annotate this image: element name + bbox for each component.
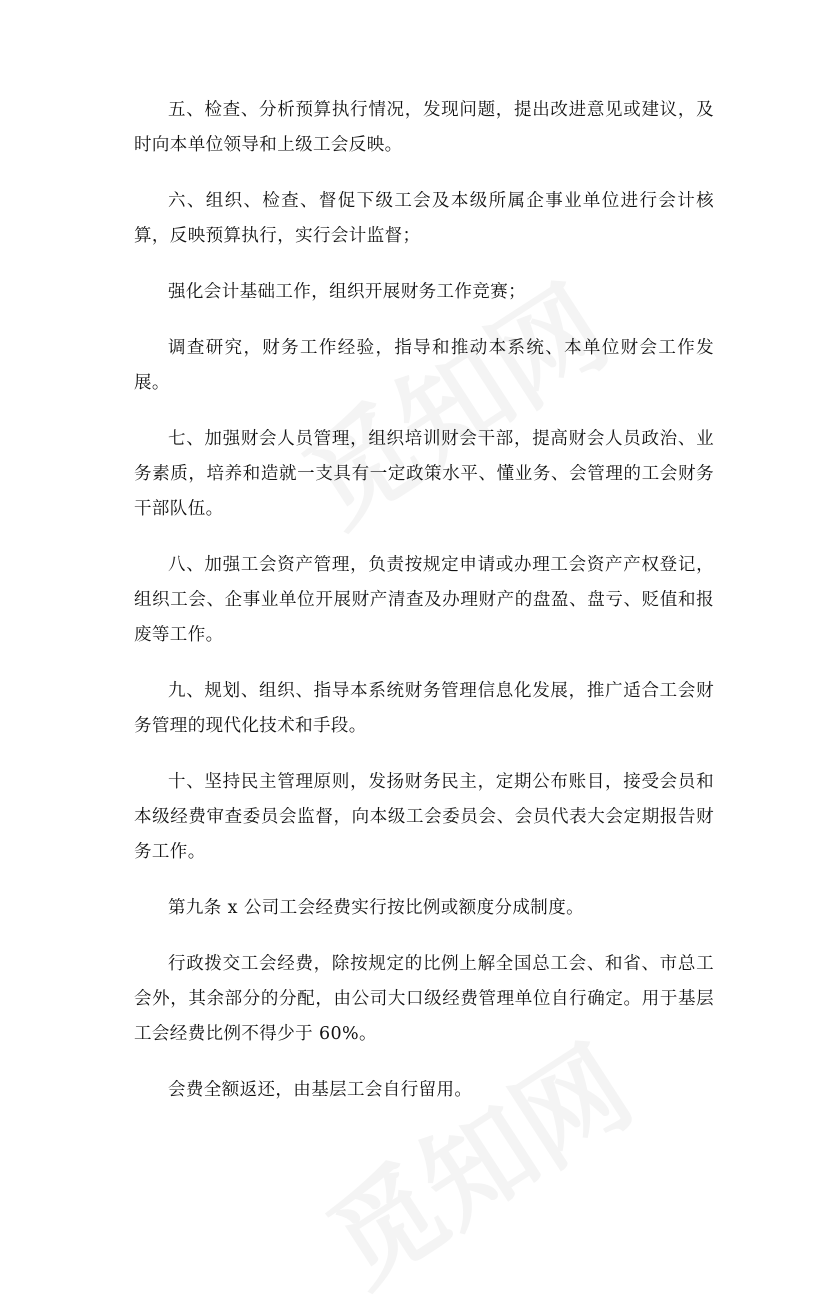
paragraph-membership-fees: 会费全额返还，由基层工会自行留用。 bbox=[168, 1080, 473, 1100]
paragraph-fund-allocation: 行政拨交工会经费，除按规定的比例上解全国总工会、和省、市总工会外，其余部分的分配，由公司大口级经费管理单位自行确定。用于基层工会经费比例不得少于 60%。 bbox=[134, 954, 714, 1044]
paragraph-item-8: 八、加强工会资产管理，负责按规定申请或办理工会资产产权登记，组织工会、企事业单位开展财产清查及办理财产的盘盈、盘亏、贬值和报废等工作。 bbox=[134, 555, 714, 645]
paragraph-item-10: 十、坚持民主管理原则，发扬财务民主，定期公布账目，接受会员和本级经费审查委员会监督，向本级工会委员会、会员代表大会定期报告财务工作。 bbox=[134, 772, 714, 862]
paragraph-accounting-basics: 强化会计基础工作，组织开展财务工作竞赛； bbox=[168, 282, 526, 302]
paragraph-item-5: 五、检查、分析预算执行情况，发现问题，提出改进意见或建议，及时向本单位领导和上级工会反映。 bbox=[134, 100, 714, 155]
paragraph-item-6: 六、组织、检查、督促下级工会及本级所属企事业单位进行会计核算，反映预算执行，实行会计监督； bbox=[134, 191, 714, 246]
paragraph-article-9: 第九条 x 公司工会经费实行按比例或额度分成制度。 bbox=[168, 898, 584, 918]
paragraph-item-7: 七、加强财会人员管理，组织培训财会干部，提高财会人员政治、业务素质，培养和造就一支具有一定政策水平、懂业务、会管理的工会财务干部队伍。 bbox=[134, 429, 714, 519]
paragraph-item-9: 九、规划、组织、指导本系统财务管理信息化发展，推广适合工会财务管理的现代化技术和手段。 bbox=[134, 681, 714, 736]
paragraph-research: 调查研究，财务工作经验，指导和推动本系统、本单位财会工作发展。 bbox=[134, 338, 714, 393]
document-body bbox=[134, 93, 714, 1129]
